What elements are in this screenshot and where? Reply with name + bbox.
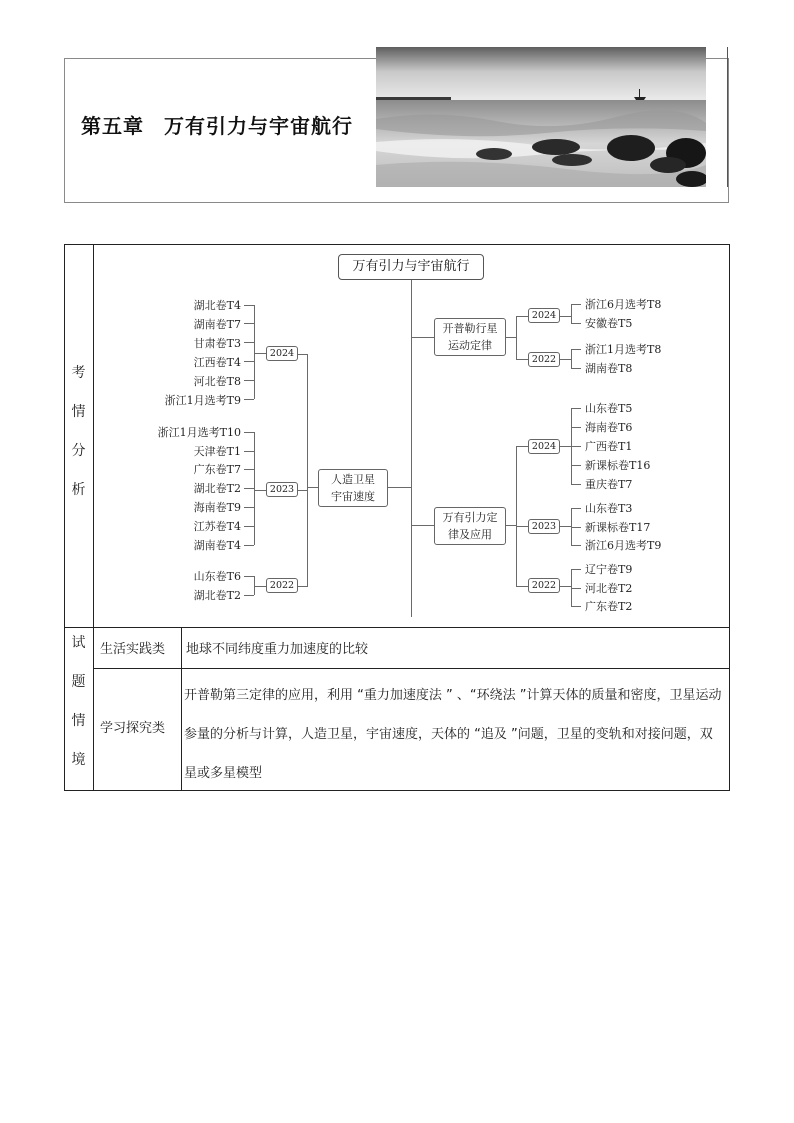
- connector: [254, 353, 266, 354]
- connector: [560, 359, 571, 360]
- mindmap-root: 万有引力与宇宙航行: [338, 254, 484, 280]
- connector: [571, 569, 581, 570]
- analysis-label-char: 考: [71, 365, 86, 381]
- connector: [571, 465, 581, 466]
- connector: [244, 323, 254, 324]
- exam-item: 湖北卷T2: [193, 482, 241, 495]
- connector: [411, 280, 412, 617]
- table-label-divider: [93, 244, 94, 791]
- exam-item: 新课标卷T17: [585, 521, 651, 534]
- connector: [506, 337, 516, 338]
- connector: [516, 316, 528, 317]
- chapter-name: 万有引力与宇宙航行: [164, 114, 353, 138]
- connector: [244, 399, 254, 400]
- situations-label-char: 题: [71, 674, 86, 690]
- connector: [560, 526, 571, 527]
- table-border-top: [64, 244, 730, 245]
- connector: [516, 586, 528, 587]
- connector: [244, 342, 254, 343]
- connector: [571, 349, 572, 368]
- connector: [298, 586, 307, 587]
- connector: [560, 446, 571, 447]
- connector: [244, 526, 254, 527]
- exam-item: 广西卷T1: [585, 440, 633, 453]
- branch-gravitation: [434, 507, 506, 545]
- exam-item: 重庆卷T7: [585, 478, 633, 491]
- connector: [244, 595, 254, 596]
- connector: [307, 487, 318, 488]
- connector: [244, 469, 254, 470]
- connector: [254, 586, 266, 587]
- analysis-label: [64, 362, 93, 518]
- connector: [571, 606, 581, 607]
- connector: [571, 368, 581, 369]
- exam-item: 河北卷T8: [193, 375, 241, 388]
- analysis-label-char: 分: [71, 443, 86, 459]
- exam-item: 海南卷T6: [585, 421, 633, 434]
- branch-gravitation-line: 万有引力定: [442, 511, 498, 524]
- year-badge: 2022: [528, 352, 560, 367]
- connector: [571, 545, 581, 546]
- exam-item: 浙江6月选考T8: [585, 298, 662, 311]
- connector: [411, 525, 434, 526]
- branch-satellite-line: 人造卫星: [331, 473, 375, 486]
- connector: [571, 427, 581, 428]
- branch-kepler: [434, 318, 506, 356]
- connector: [307, 354, 308, 587]
- year-badge: 2022: [528, 578, 560, 593]
- year-badge: 2024: [266, 346, 298, 361]
- connector: [571, 304, 572, 323]
- connector: [571, 323, 581, 324]
- connector: [411, 337, 434, 338]
- connector: [571, 484, 581, 485]
- connector: [516, 526, 528, 527]
- connector: [244, 380, 254, 381]
- connector: [254, 490, 266, 491]
- exam-item: 广东卷T7: [193, 463, 241, 476]
- connector: [244, 451, 254, 452]
- connector: [516, 316, 517, 359]
- situation-category-life: 生活实践类: [100, 642, 166, 657]
- header-edge-rule: [727, 47, 728, 187]
- chapter-title: [81, 110, 353, 139]
- exam-item: 新课标卷T16: [585, 459, 651, 472]
- connector: [254, 432, 255, 545]
- connector: [506, 525, 516, 526]
- exam-item: 安徽卷T5: [585, 317, 633, 330]
- situation-content-study: 开普勒第三定律的应用，利用 “重力加速度法 ” 、“环绕法 ”计算天体的质量和密度，卫星运动参量的分析与计算，人造卫星，宇宙速度，天体的 “追及 ”问题，卫星的变轨和对接问题，双星或多星模型: [184, 688, 722, 781]
- situations-label-char: 试: [71, 635, 86, 651]
- connector: [254, 305, 255, 399]
- connector: [560, 316, 571, 317]
- connector: [298, 354, 307, 355]
- connector: [244, 432, 254, 433]
- analysis-label-char: 析: [71, 482, 86, 498]
- connector: [244, 545, 254, 546]
- situation-category-study: 学习探究类: [100, 721, 166, 736]
- branch-satellite: [318, 469, 388, 507]
- table-subrow-divider: [93, 668, 730, 669]
- exam-item: 江西卷T4: [193, 356, 241, 369]
- situations-label: [64, 632, 93, 788]
- connector: [244, 488, 254, 489]
- year-badge: 2023: [528, 519, 560, 534]
- connector: [244, 576, 254, 577]
- table-row-divider: [64, 627, 730, 628]
- exam-item: 湖北卷T2: [193, 589, 241, 602]
- connector: [516, 446, 517, 586]
- table-category-divider: [181, 627, 182, 791]
- connector: [560, 586, 571, 587]
- connector: [244, 361, 254, 362]
- exam-item: 广东卷T2: [585, 600, 633, 613]
- exam-item: 湖南卷T8: [585, 362, 633, 375]
- connector: [571, 349, 581, 350]
- table-border-right: [729, 244, 730, 791]
- exam-item: 山东卷T3: [585, 502, 633, 515]
- connector: [516, 446, 528, 447]
- branch-kepler-line: 运动定律: [448, 339, 492, 352]
- connector: [571, 304, 581, 305]
- connector: [516, 359, 528, 360]
- analysis-label-char: 情: [71, 404, 86, 420]
- exam-item: 浙江1月选考T9: [164, 394, 241, 407]
- exam-item: 河北卷T2: [585, 582, 633, 595]
- exam-item: 甘肃卷T3: [193, 337, 241, 350]
- year-badge: 2023: [266, 482, 298, 497]
- exam-item: 浙江1月选考T8: [585, 343, 662, 356]
- chapter-number: 第五章: [81, 114, 144, 138]
- connector: [298, 490, 307, 491]
- connector: [571, 588, 581, 589]
- situations-label-char: 境: [71, 752, 86, 768]
- exam-item: 山东卷T6: [193, 570, 241, 583]
- connector: [571, 408, 581, 409]
- connector: [388, 487, 411, 488]
- exam-item: 江苏卷T4: [193, 520, 241, 533]
- exam-item: 山东卷T5: [585, 402, 633, 415]
- seascape-photo: [376, 47, 706, 187]
- exam-item: 天津卷T1: [193, 445, 241, 458]
- situations-label-char: 情: [71, 713, 86, 729]
- exam-item: 辽宁卷T9: [585, 563, 633, 576]
- connector: [244, 507, 254, 508]
- connector: [244, 305, 254, 306]
- situation-content-life: 地球不同纬度重力加速度的比较: [186, 642, 369, 657]
- exam-item: 浙江1月选考T10: [157, 426, 241, 439]
- exam-item: 湖南卷T7: [193, 318, 241, 331]
- year-badge: 2022: [266, 578, 298, 593]
- connector: [571, 527, 581, 528]
- year-badge: 2024: [528, 308, 560, 323]
- exam-item: 湖北卷T4: [193, 299, 241, 312]
- exam-item: 湖南卷T4: [193, 539, 241, 552]
- exam-item: 浙江6月选考T9: [585, 539, 662, 552]
- branch-satellite-line: 宇宙速度: [331, 490, 375, 503]
- connector: [571, 446, 581, 447]
- year-badge: 2024: [528, 439, 560, 454]
- connector: [571, 508, 581, 509]
- branch-gravitation-line: 律及应用: [448, 528, 492, 541]
- branch-kepler-line: 开普勒行星: [442, 322, 498, 335]
- exam-item: 海南卷T9: [193, 501, 241, 514]
